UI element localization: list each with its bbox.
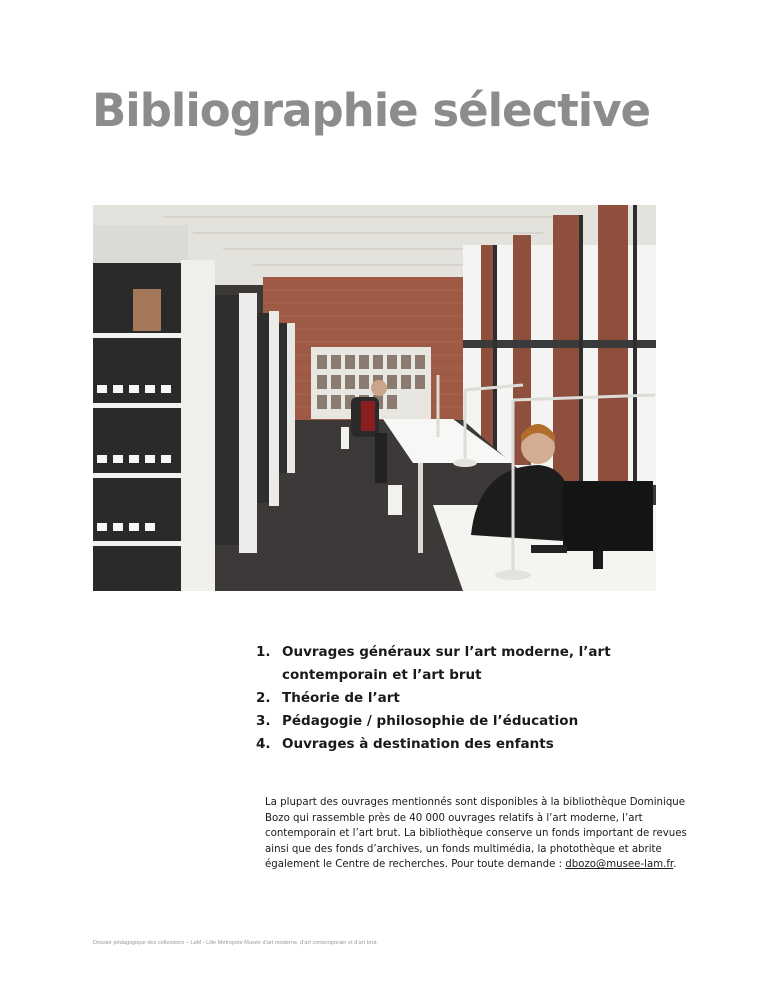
library-photo [93,205,656,591]
contents-item-2[interactable]: 2. Théorie de l’art [256,690,400,706]
contents-list [256,641,612,756]
contents-item-label: Théorie de l’art [282,690,400,706]
contents-item-label: Ouvrages à destination des enfants [282,736,554,752]
intro-paragraph [265,795,688,873]
intro-text: La plupart des ouvrages mentionnés sont disponibles à la bibliothèque Dominique Bozo qui rassemble près de 40 000 ouvrages relatifs à l’art moderne, l’art contemporain et l’art brut. La bibliothèque conserve un fonds important de revues ainsi que des fonds d’archives, un fonds multimédia, la photothèque et abrite également le Centre de recherches. Pour toute demande : [265,797,687,871]
contents-item-3[interactable]: 3. Pédagogie / philosophie de l’éducation [256,713,579,729]
page-title: Bibliographie sélective [92,84,651,137]
page-footer: Dossier pédagogique des collections – LaM - Lille Métropole Musée d’art moderne, d’art contemporain et d’art brut. [93,940,378,946]
contents-item-label: Ouvrages généraux sur l’art moderne, l’art contemporain et l’art brut [282,644,611,683]
contents-item-label: Pédagogie / philosophie de l’éducation [282,713,579,729]
contents-item-4[interactable]: 4. Ouvrages à destination des enfants [256,736,554,752]
contents-item-1[interactable]: 1. Ouvrages généraux sur l’art moderne, l’art contemporain et l’art brut [256,644,611,683]
contact-email-link[interactable]: dbozo@musee-lam.fr [565,859,674,871]
intro-end: . [673,859,677,871]
